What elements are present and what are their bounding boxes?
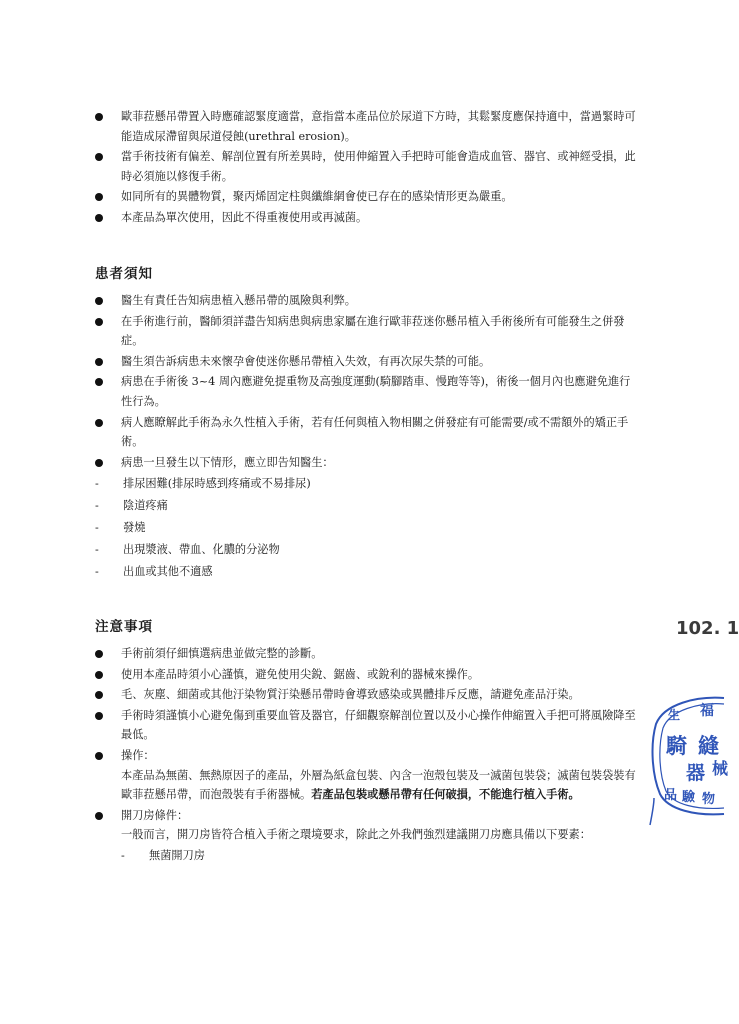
list-item: 在手術進行前，醫師須詳盡告知病患與病患家屬在進行歐菲菈迷你懸吊植入手術後所有可能發生之併發症。 [95, 312, 640, 351]
symptom-item: - 出血或其他不適感 [95, 562, 640, 582]
operation-item [95, 746, 640, 805]
list-item: 手術前須仔細慎選病患並做完整的診斷。 [95, 644, 640, 664]
stamp-char: 品 [664, 788, 678, 803]
section-heading: 患者須知 [95, 266, 153, 282]
operation-label: 操作： [121, 748, 155, 762]
precautions-section [95, 615, 640, 635]
operation-text [121, 766, 640, 805]
list-item: 當手術技術有偏差、解剖位置有所差異時，使用伸縮置入手把時可能會造成血管、器官、或神經受損，此時必須施以修復手術。 [95, 147, 640, 186]
list-item: 手術時須謹慎小心避免傷到重要血管及器官，仔細觀察解剖位置以及小心操作伸縮置入手把可將風險降至最低。 [95, 706, 640, 745]
symptom-item: - 出現漿液、帶血、化膿的分泌物 [95, 540, 640, 560]
stamp-char: 縫 [698, 733, 719, 758]
patient-notes-section [95, 262, 640, 282]
symptom-item: - 發燒 [95, 518, 640, 538]
operating-room-requirements [121, 846, 640, 866]
requirement-item: - 無菌開刀房 [121, 846, 640, 866]
list-item: 毛、灰塵、細菌或其他汙染物質汙染懸吊帶時會導致感染或異體排斥反應，請避免產品汙染。 [95, 685, 640, 705]
patient-notes-list [95, 291, 640, 472]
patient-notes-body [95, 291, 640, 584]
page-number: 102. 1 [676, 618, 739, 639]
list-item: 使用本產品時須小心謹慎，避免使用尖銳、鋸齒、或銳利的器械來操作。 [95, 665, 640, 685]
symptom-item: - 排尿困難(排尿時感到疼痛或不易排尿) [95, 474, 640, 494]
stamp-char: 福 [700, 703, 714, 719]
precautions-body [95, 644, 640, 868]
intro-list [95, 107, 640, 228]
operation-warning: 若產品包裝或懸吊帶有任何破損，不能進行植入手術。 [311, 787, 580, 802]
intro-section [95, 107, 640, 229]
seal-stamp [646, 690, 729, 820]
stamp-char: 物 [702, 792, 716, 807]
stamp-char: 械 [712, 759, 729, 778]
list-item: 醫生有責任告知病患植入懸吊帶的風險與利弊。 [95, 291, 640, 311]
symptom-item: - 陰道疼痛 [95, 496, 640, 516]
list-item: 本產品為單次使用，因此不得重複使用或再滅菌。 [95, 208, 640, 228]
precautions-list [95, 644, 640, 866]
section-heading: 注意事項 [95, 619, 153, 635]
stamp-char: 騎 [666, 733, 687, 758]
list-item: 病患一旦發生以下情形，應立即告知醫生： [95, 453, 640, 473]
list-item: 病患在手術後 3~4 周內應避免提重物及高強度運動(騎腳踏車、慢跑等等)，術後一個月內也應避免進行性行為。 [95, 372, 640, 411]
list-item: 醫生須告訴病患未來懷孕會使迷你懸吊帶植入失效，有再次尿失禁的可能。 [95, 352, 640, 372]
operating-room-item [95, 806, 640, 866]
operating-room-text: 一般而言，開刀房皆符合植入手術之環境要求，除此之外我們強烈建議開刀房應具備以下要素： [121, 828, 591, 842]
stamp-char: 驗 [682, 790, 696, 805]
operating-room-label: 開刀房條件： [121, 808, 189, 822]
stamp-char: 器 [686, 762, 706, 784]
list-item: 病人應瞭解此手術為永久性植入手術，若有任何與植入物相關之併發症有可能需要/或不需額外的矯正手術。 [95, 413, 640, 452]
stamp-char: 生 [668, 708, 681, 722]
list-item: 如同所有的異體物質，聚丙烯固定柱與纖維網會使已存在的感染情形更為嚴重。 [95, 187, 640, 207]
list-item: 歐菲菈懸吊帶置入時應確認緊度適當，意指當本產品位於尿道下方時，其鬆緊度應保持適中，當過緊時可能造成尿滯留與尿道侵蝕(urethral erosion)。 [95, 107, 640, 146]
operation-body: 本產品為無菌、無熱原因子的產品，外層為紙盒包裝、內含一泡殼包裝及一滅菌包裝袋；滅菌包裝袋裝有歐菲菈懸吊帶，而泡殼裝有手術器械。 [121, 768, 636, 802]
symptom-list [95, 474, 640, 582]
